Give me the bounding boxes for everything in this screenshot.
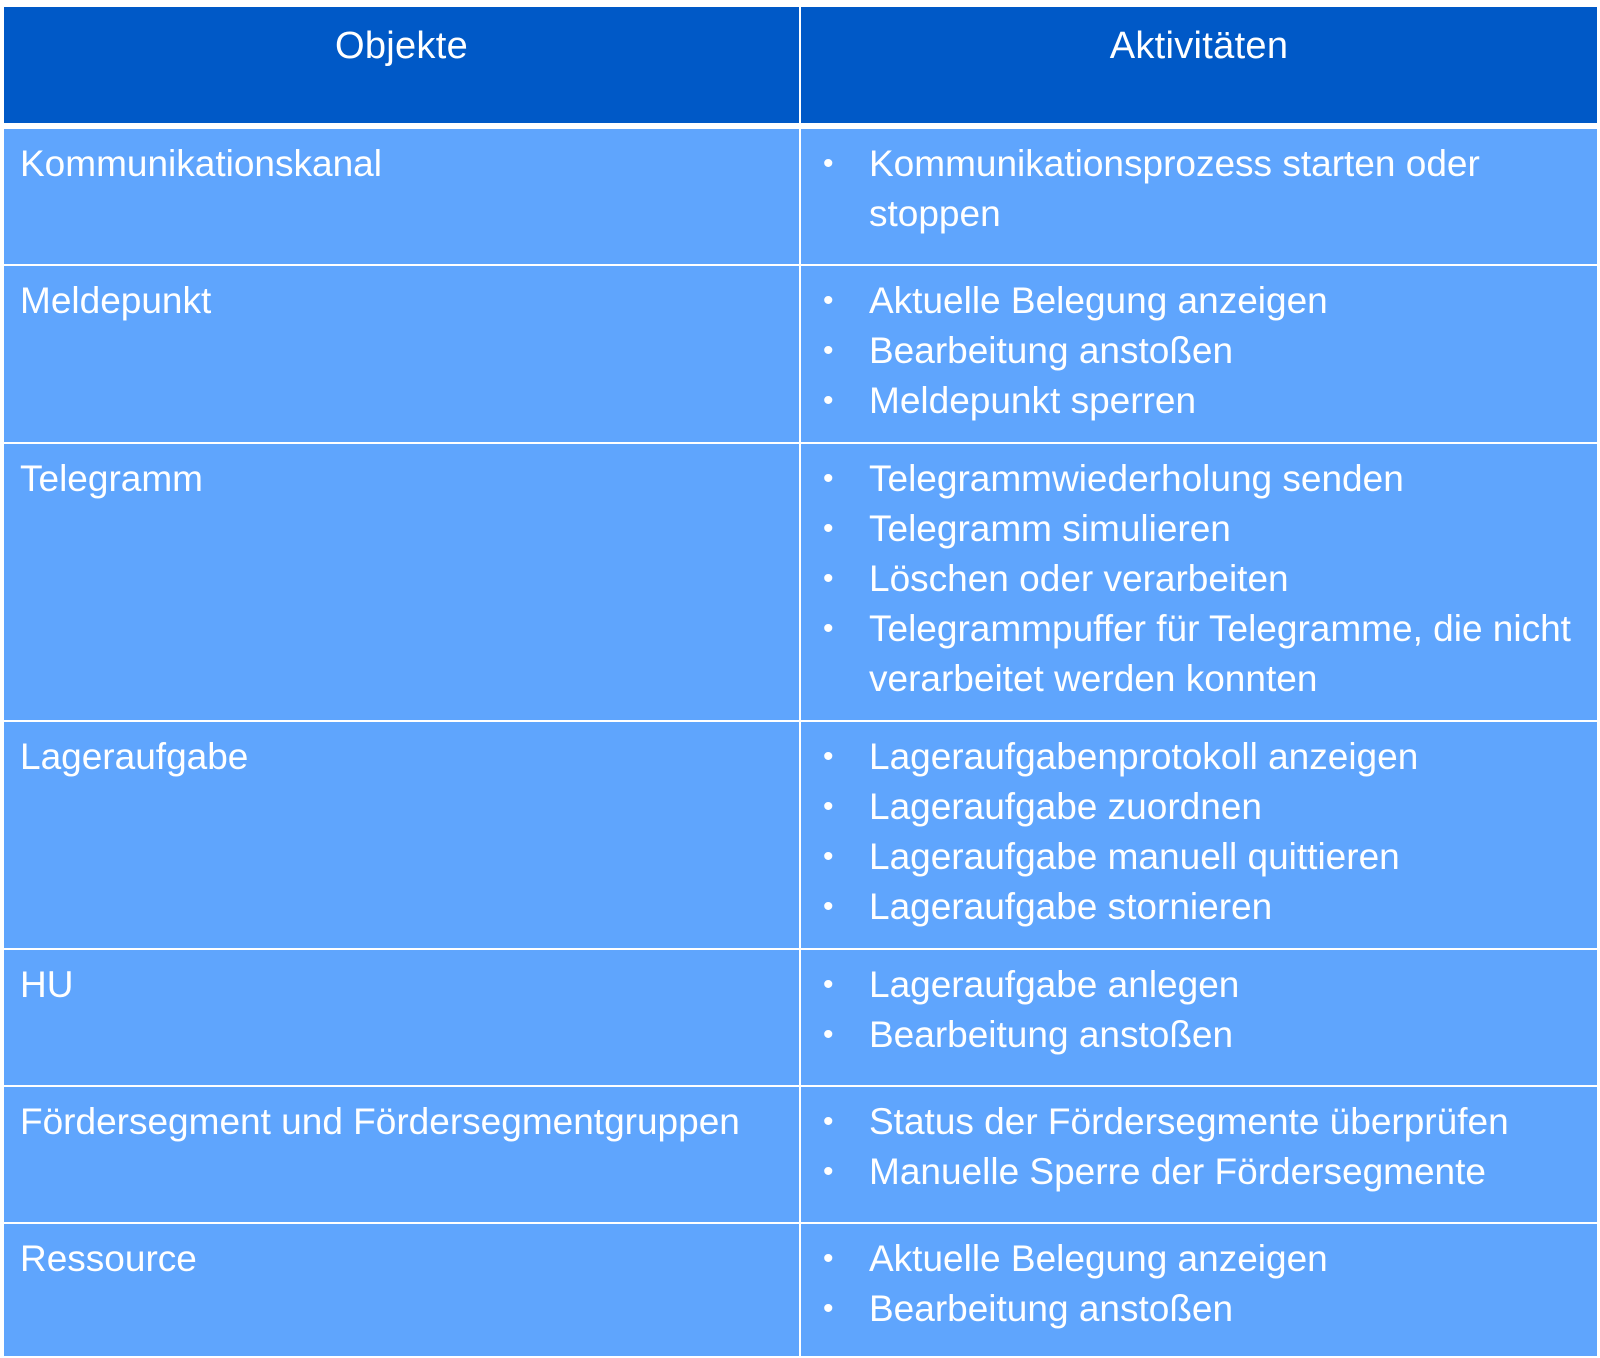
list-item — [815, 1234, 1583, 1284]
activity-text: Manuelle Sperre der Fördersegmente — [869, 1151, 1486, 1192]
table-container — [2, 5, 1597, 1329]
bullet-icon: • — [823, 612, 834, 645]
table-row — [3, 443, 1598, 721]
activity-text: Aktuelle Belegung anzeigen — [869, 1238, 1328, 1279]
bullet-icon: • — [823, 1155, 834, 1188]
list-item — [815, 454, 1583, 504]
list-item — [815, 604, 1583, 704]
bullet-icon: • — [823, 334, 834, 367]
activity-text: Lageraufgabe zuordnen — [869, 786, 1262, 827]
list-item — [815, 832, 1583, 882]
object-cell: Meldepunkt — [3, 265, 800, 443]
activities-cell — [800, 721, 1598, 949]
bullet-icon: • — [823, 562, 834, 595]
object-cell: Ressource — [3, 1223, 800, 1357]
list-item — [815, 1097, 1583, 1147]
bullet-icon: • — [823, 284, 834, 317]
list-item — [815, 782, 1583, 832]
header-objekte: Objekte — [3, 6, 800, 126]
activities-cell — [800, 265, 1598, 443]
activity-text: Telegrammpuffer für Telegramme, die nicht verarbeitet werden konnten — [869, 608, 1571, 699]
bullet-icon: • — [823, 890, 834, 923]
bullet-icon: • — [823, 1242, 834, 1275]
list-item — [815, 1284, 1583, 1334]
list-item — [815, 732, 1583, 782]
activity-list — [815, 276, 1583, 426]
activity-text: Lageraufgabe anlegen — [869, 964, 1240, 1005]
activity-text: Lageraufgabe stornieren — [869, 886, 1273, 927]
activity-text: Aktuelle Belegung anzeigen — [869, 280, 1328, 321]
object-cell: Telegramm — [3, 443, 800, 721]
activities-cell — [800, 443, 1598, 721]
bullet-icon: • — [823, 840, 834, 873]
activities-cell — [800, 949, 1598, 1086]
activity-text: Bearbeitung anstoßen — [869, 330, 1234, 371]
activity-list — [815, 732, 1583, 932]
activity-list — [815, 960, 1583, 1060]
activities-cell — [800, 126, 1598, 265]
list-item — [815, 139, 1583, 239]
activities-cell — [800, 1086, 1598, 1223]
object-cell: Lageraufgabe — [3, 721, 800, 949]
list-item — [815, 1010, 1583, 1060]
object-cell: Fördersegment und Fördersegmentgruppen — [3, 1086, 800, 1223]
table-row — [3, 721, 1598, 949]
table-row — [3, 1223, 1598, 1357]
bullet-icon: • — [823, 790, 834, 823]
list-item — [815, 554, 1583, 604]
bullet-icon: • — [823, 1105, 834, 1138]
activity-text: Bearbeitung anstoßen — [869, 1014, 1234, 1055]
activity-text: Meldepunkt sperren — [869, 380, 1197, 421]
list-item — [815, 376, 1583, 426]
activity-list — [815, 454, 1583, 704]
activity-text: Bearbeitung anstoßen — [869, 1288, 1234, 1329]
activities-cell — [800, 1223, 1598, 1357]
list-item — [815, 960, 1583, 1010]
activity-text: Lageraufgabenprotokoll anzeigen — [869, 736, 1419, 777]
bullet-icon: • — [823, 740, 834, 773]
list-item — [815, 276, 1583, 326]
activity-text: Status der Fördersegmente überprüfen — [869, 1101, 1509, 1142]
activity-text: Telegrammwiederholung senden — [869, 458, 1404, 499]
bullet-icon: • — [823, 462, 834, 495]
activity-text: Lageraufgabe manuell quittieren — [869, 836, 1400, 877]
list-item — [815, 1147, 1583, 1197]
bullet-icon: • — [823, 512, 834, 545]
bullet-icon: • — [823, 1018, 834, 1051]
bullet-icon: • — [823, 1292, 834, 1325]
table-row — [3, 265, 1598, 443]
objects-activities-table — [2, 5, 1599, 1358]
object-cell: HU — [3, 949, 800, 1086]
table-row — [3, 1086, 1598, 1223]
activity-list — [815, 1234, 1583, 1334]
bullet-icon: • — [823, 384, 834, 417]
list-item — [815, 504, 1583, 554]
table-row — [3, 126, 1598, 265]
activity-text: Löschen oder verarbeiten — [869, 558, 1289, 599]
header-row — [3, 6, 1598, 126]
bullet-icon: • — [823, 968, 834, 1001]
object-cell: Kommunikationskanal — [3, 126, 800, 265]
activity-list — [815, 139, 1583, 239]
table-row — [3, 949, 1598, 1086]
header-aktivitaeten: Aktivitäten — [800, 6, 1598, 126]
list-item — [815, 882, 1583, 932]
activity-text: Telegramm simulieren — [869, 508, 1231, 549]
activity-text: Kommunikationsprozess starten oder stoppen — [869, 143, 1480, 234]
activity-list — [815, 1097, 1583, 1197]
bullet-icon: • — [823, 147, 834, 180]
list-item — [815, 326, 1583, 376]
